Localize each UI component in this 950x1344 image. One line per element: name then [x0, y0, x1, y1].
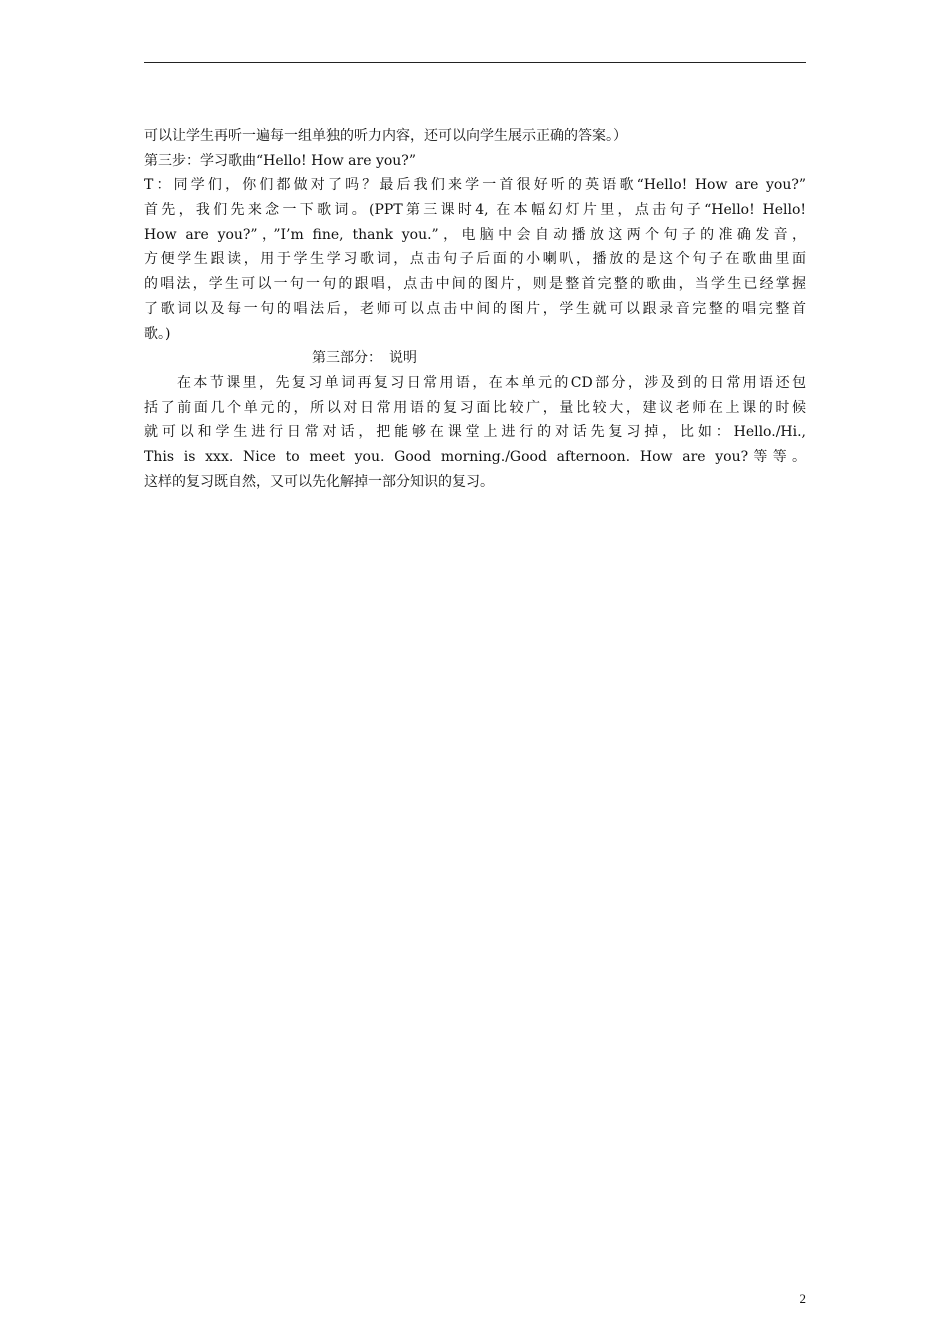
page-number: 2 [799, 1291, 806, 1306]
text-line: 括了前面几个单元的，所以对日常用语的复习面比较广，量比较大，建议老师在上课的时候 [144, 399, 806, 416]
header-rule [144, 62, 806, 63]
text-line: 方便学生跟读，用于学生学习歌词，点击句子后面的小喇叭，播放的是这个句子在歌曲里面 [144, 251, 806, 268]
text-line: 了歌词以及每一句的唱法后，老师可以点击中间的图片，学生就可以跟录音完整的唱完整首 [144, 300, 806, 317]
text-line: 歌。) [144, 325, 171, 342]
document-body [144, 124, 806, 494]
section-heading: 第三部分： 说明 [312, 350, 417, 367]
text-line: 的唱法，学生可以一句一句的跟唱，点击中间的图片，则是整首完整的歌曲，当学生已经掌握 [144, 276, 806, 293]
text-line: 可以让学生再听一遍每一组单独的听力内容，还可以向学生展示正确的答案。） [144, 128, 627, 144]
step-heading: 第三步：学习歌曲“Hello! How are you?” [144, 152, 416, 169]
text-line: T：同学们，你们都做对了吗？最后我们来学一首很好听的英语歌“Hello! How are you?” [144, 177, 806, 194]
text-line: 这样的复习既自然，又可以先化解掉一部分知识的复习。 [144, 473, 494, 490]
text-line: How are you?”，”I’m fine, thank you.”，电脑中会自动播放这两个句子的准确发音， [144, 226, 806, 243]
text-line: 在本节课里，先复习单词再复习日常用语，在本单元的CD部分，涉及到的日常用语还包 [177, 374, 806, 391]
text-line: This is xxx. Nice to meet you. Good morning./Good afternoon. How are you?等等。 [144, 448, 806, 465]
text-line: 首先，我们先来念一下歌词。(PPT第三课时4, 在本幅幻灯片里，点击句子“Hello! Hello! [144, 202, 806, 219]
text-line: 就可以和学生进行日常对话，把能够在课堂上进行的对话先复习掉，比如：Hello./Hi., [144, 424, 806, 441]
